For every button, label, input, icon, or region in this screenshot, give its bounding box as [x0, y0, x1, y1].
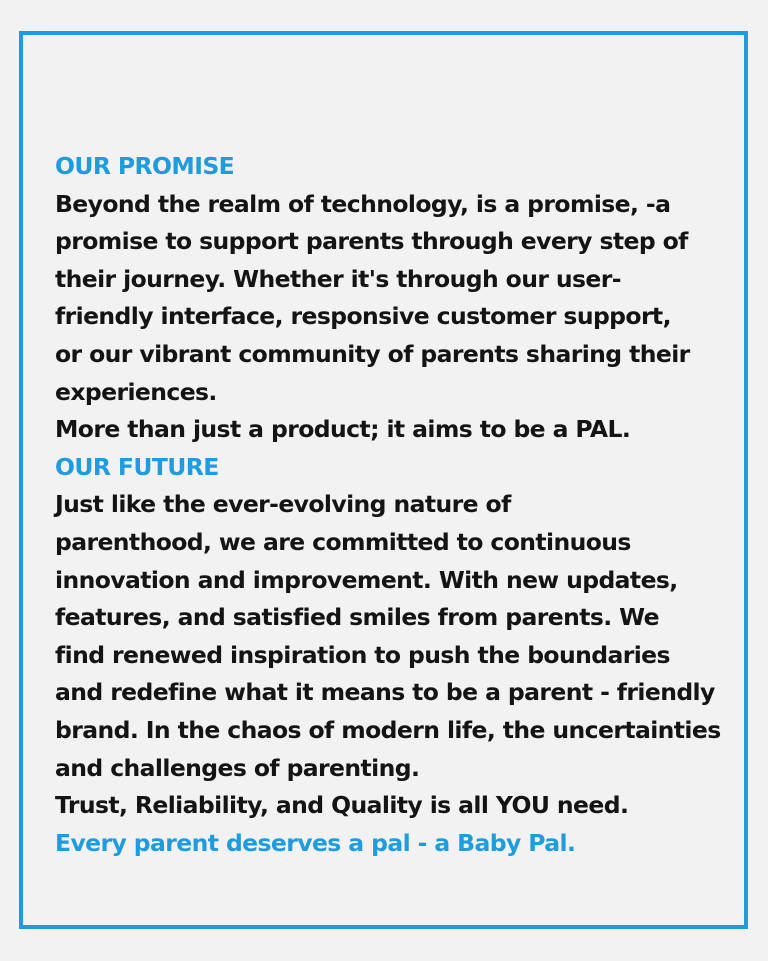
- future-line: Just like the ever-evolving nature of: [55, 490, 511, 519]
- future-heading: OUR FUTURE: [55, 452, 219, 481]
- promise-line: More than just a product; it aims to be a PAL.: [55, 415, 631, 444]
- promise-line: promise to support parents through every step of: [55, 227, 688, 256]
- future-line: Trust, Reliability, and Quality is all YOU need.: [55, 791, 629, 820]
- future-line: find renewed inspiration to push the boundaries: [55, 640, 670, 669]
- future-line: parenthood, we are committed to continuous: [55, 527, 631, 556]
- promise-line: Beyond the realm of technology, is a promise, -a: [55, 189, 671, 218]
- text-block: [55, 148, 725, 862]
- promise-line: experiences.: [55, 377, 217, 406]
- promise-heading: OUR PROMISE: [55, 152, 235, 180]
- future-line: features, and satisfied smiles from parents. We: [55, 603, 659, 632]
- future-line: and challenges of parenting.: [55, 753, 420, 782]
- promise-line: their journey. Whether it's through our user-: [55, 264, 621, 293]
- promise-line: or our vibrant community of parents sharing their: [55, 339, 690, 368]
- tagline: Every parent deserves a pal - a Baby Pal.: [55, 828, 576, 857]
- future-line: innovation and improvement. With new updates,: [55, 565, 678, 594]
- future-line: brand. In the chaos of modern life, the uncertainties: [55, 715, 721, 744]
- promise-line: friendly interface, responsive customer support,: [55, 302, 671, 331]
- future-line: and redefine what it means to be a parent - friendly: [55, 678, 715, 707]
